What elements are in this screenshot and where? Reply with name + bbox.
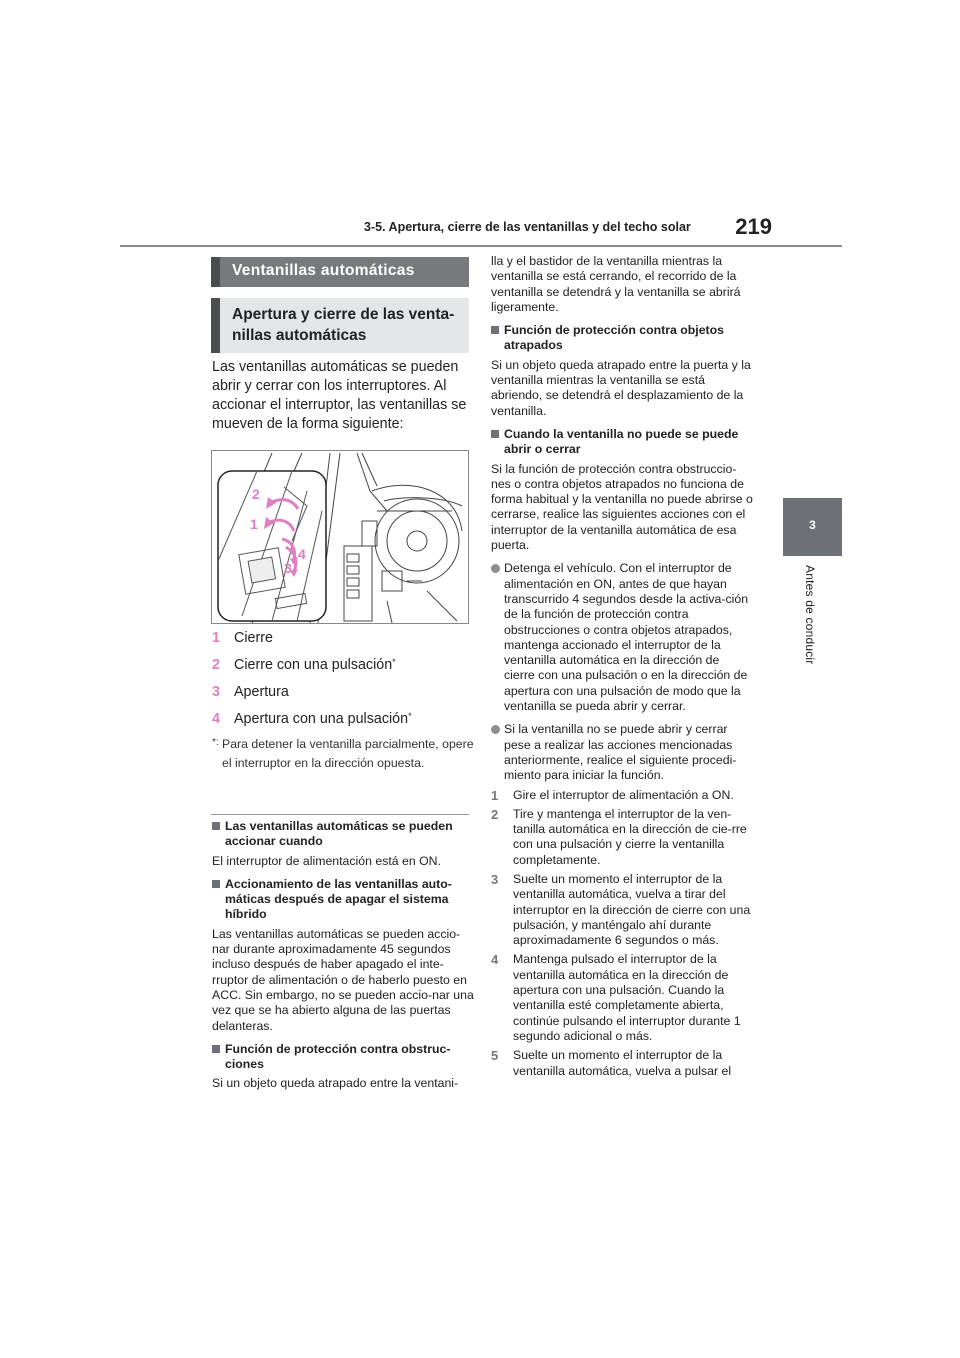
switch-callout-frame: [218, 471, 326, 621]
footnote-text: Para detener la ventanilla parcialmente, opere el interruptor en la dirección opuesta.: [222, 737, 474, 770]
chapter-title: 3-5. Apertura, cierre de las ventanillas y del techo solar: [364, 220, 691, 234]
subheading: Las ventanillas automáticas se pueden accionar cuando: [212, 819, 474, 850]
subsection-title: Apertura y cierre de las venta-nillas automáticas: [232, 306, 455, 344]
subheading: Cuando la ventanilla no puede se puede abrir o cerrar: [491, 427, 753, 458]
bullet-text: Detenga el vehículo. Con el interruptor de alimentación en ON, antes de que hayan transcurrido 4 segundos desde la activa-ción de la función de protección contra obstrucciones o contra objetos atrapados, mantenga accionado el interruptor de la ventanilla automática en la dirección de cierre con una pulsación o en la dirección de apertura con una pulsación de modo que la ventanilla se pueda abrir y cerrar.: [504, 561, 749, 714]
step-number: 4: [491, 952, 499, 968]
footnote: [212, 735, 474, 773]
step-number: 1: [491, 787, 499, 803]
bullet-item: [491, 722, 753, 783]
legend-number: 4: [212, 711, 220, 727]
window-switch-illustration: [212, 451, 469, 624]
legend-item: [212, 682, 474, 709]
step-text: Suelte un momento el interruptor de la ventanilla automática, vuelva a pulsar el: [513, 1048, 732, 1078]
step-text: Suelte un momento el interruptor de la ventanilla automática, vuelva a tirar del interruptor en la dirección de cierre con una pulsación, y manténgalo ahí durante aproximadamente 6 segundos o más.: [513, 871, 751, 948]
step-number: 5: [491, 1048, 499, 1064]
legend-number: 3: [212, 684, 220, 700]
paragraph: El interruptor de alimentación está en ON.: [212, 853, 441, 868]
chapter-tab-number: 3: [809, 518, 816, 532]
bullet-item: [491, 561, 753, 714]
left-column: [212, 819, 474, 1092]
bullet-dot-icon: [491, 564, 500, 573]
window-switch-figure: [211, 450, 469, 624]
step-item: [491, 952, 753, 1044]
legend-item: [212, 628, 474, 655]
page-header: [120, 212, 842, 248]
right-column: [491, 254, 753, 1079]
step-item: [491, 788, 753, 803]
bullet-dot-icon: [491, 725, 500, 734]
chapter-tab[interactable]: [783, 498, 842, 556]
paragraph: Si un objeto queda atrapado entre la ventani-: [212, 1076, 459, 1091]
figure-label-1: 1: [250, 516, 258, 532]
figure-label-3: 3: [284, 560, 292, 576]
paragraph: Si la función de protección contra obstruccio-nes o contra objetos atrapados no funciona de forma habitual y la ventanilla no puede abrirse o cerrarse, realice las siguientes acciones con el interruptor de la ventanilla automática de esa puerta.: [491, 461, 753, 553]
legend-star: *: [408, 711, 412, 721]
legend-item: [212, 655, 474, 682]
footnote-mark: *:: [212, 737, 219, 748]
legend-item: [212, 709, 474, 736]
section-divider: [211, 814, 469, 815]
subheading: Función de protección contra obstruc-ciones: [212, 1042, 474, 1073]
step-text: Gire el interruptor de alimentación a ON.: [513, 787, 734, 802]
header-divider: [120, 245, 842, 247]
legend-number: 2: [212, 657, 220, 673]
figure-label-4: 4: [298, 546, 306, 562]
step-text: Mantenga pulsado el interruptor de la ventanilla automática en la dirección de apertura con una pulsación. Cuando la ventanilla esté completamente abierta, continúe pulsando el interruptor durante 1 segundo adicional o más.: [513, 952, 741, 1043]
chapter-tab-label: Antes de conducir: [803, 565, 817, 665]
figure-label-2: 2: [252, 486, 260, 502]
legend-text: Cierre con una pulsación: [234, 657, 393, 673]
legend-star: *: [392, 657, 396, 667]
step-text: Tire y mantenga el interruptor de la ven-tanilla automática en la dirección de cie-rre con una pulsación y cierre la ventanilla completamente.: [513, 806, 747, 867]
paragraph: Si un objeto queda atrapado entre la puerta y la ventanilla mientras la ventanilla se está abriendo, se detendrá el desplazamiento de la ventanilla.: [491, 357, 751, 418]
section-title: Ventanillas automáticas: [232, 262, 415, 279]
subheading: Accionamiento de las ventanillas auto-máticas después de apagar el sistema híbrido: [212, 877, 474, 923]
step-item: [491, 872, 753, 948]
step-number: 3: [491, 871, 499, 887]
legend-text: Cierre: [234, 630, 273, 646]
page-number: 219: [735, 214, 772, 239]
intro-text: Las ventanillas automáticas se pueden abrir y cerrar con los interruptores. Al accionar el interruptor, las ventanillas se mueven de la forma siguiente:: [212, 359, 467, 432]
subheading: Función de protección contra objetos atrapados: [491, 323, 753, 354]
section-title-bar: [211, 257, 469, 287]
figure-legend: [212, 628, 474, 736]
legend-text: Apertura: [234, 684, 289, 700]
subsection-title-bar: [211, 298, 469, 353]
step-number: 2: [491, 806, 499, 822]
legend-number: 1: [212, 630, 220, 646]
paragraph: lla y el bastidor de la ventanilla mientras la ventanilla se está cerrando, el recorrido de la ventanilla se detendrá y la ventanilla se abrirá ligeramente.: [491, 254, 741, 314]
step-item: [491, 807, 753, 868]
step-item: [491, 1048, 753, 1079]
paragraph: Las ventanillas automáticas se pueden accio-nar durante aproximadamente 45 segundos incluso después de haber apagado el inte-rruptor de alimentación o de haberlo puesto en ACC. Sin embargo, no se pueden accio-nar una vez que se ha abierto alguna de las puertas delanteras.: [212, 926, 474, 1033]
bullet-text: Si la ventanilla no se puede abrir y cerrar pese a realizar las acciones mencionadas anteriormente, realice el siguiente procedi-miento para iniciar la función.: [504, 722, 737, 783]
legend-text: Apertura con una pulsación: [234, 711, 409, 727]
